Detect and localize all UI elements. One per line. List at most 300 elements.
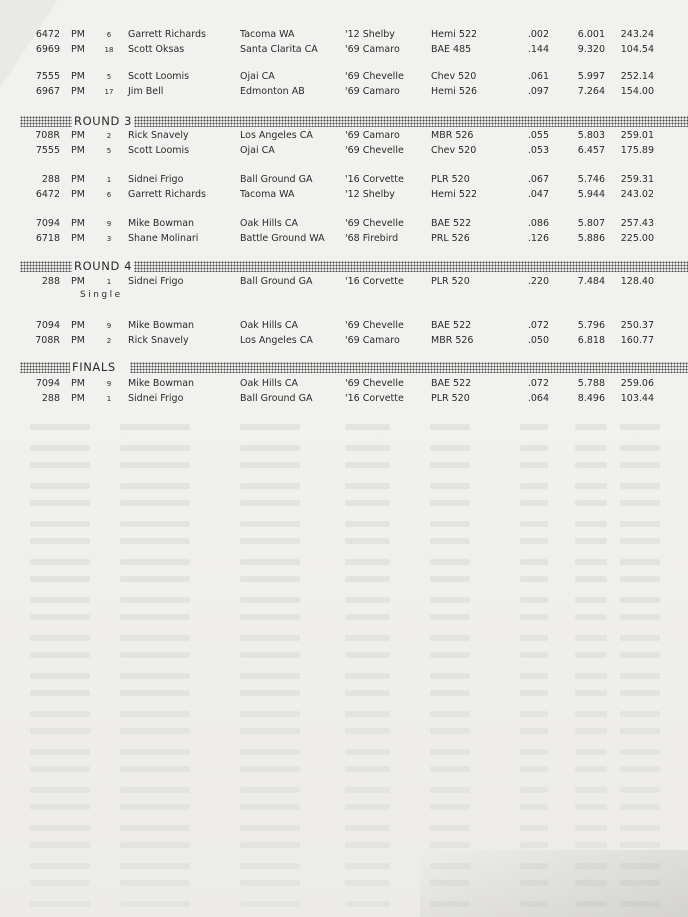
ghost-line [120, 635, 190, 641]
ghost-line [120, 673, 190, 679]
hometown: Ojai CA [240, 71, 275, 82]
ghost-line [30, 863, 90, 869]
speed: 259.31 [620, 174, 654, 185]
ghost-line [240, 424, 300, 430]
reaction-time: .144 [527, 44, 549, 55]
ghost-line [430, 728, 470, 734]
ghost-line [240, 901, 300, 907]
seed: 6 [106, 191, 112, 199]
ghost-line [240, 500, 300, 506]
ghost-line [345, 787, 390, 793]
elapsed-time: 6.818 [577, 335, 605, 346]
ghost-line [30, 690, 90, 696]
ghost-line [345, 673, 390, 679]
ghost-line [30, 749, 90, 755]
result-row [0, 44, 688, 59]
ghost-line [345, 863, 390, 869]
engine: Hemi 526 [431, 86, 478, 97]
engine: PLR 520 [431, 174, 470, 185]
ghost-line [520, 614, 548, 620]
ghost-line [575, 635, 607, 641]
ghost-line [120, 652, 190, 658]
ghost-line [620, 500, 660, 506]
ghost-line [120, 842, 190, 848]
car-model: '69 Chevelle [345, 145, 404, 156]
car-model: '16 Corvette [345, 393, 404, 404]
ghost-line [345, 635, 390, 641]
ghost-line [520, 766, 548, 772]
ghost-line [345, 559, 390, 565]
seed: 3 [106, 235, 112, 243]
ghost-line [575, 445, 607, 451]
ghost-line [620, 842, 660, 848]
ghost-line [30, 880, 90, 886]
car-model: '69 Chevelle [345, 71, 404, 82]
round4-title: ROUND 4 [74, 259, 133, 273]
hometown: Santa Clarita CA [240, 44, 318, 55]
ghost-line [575, 462, 607, 468]
driver-name: Garrett Richards [128, 29, 206, 40]
reaction-time: .055 [527, 130, 549, 141]
speed: 160.77 [620, 335, 654, 346]
elapsed-time: 7.484 [577, 276, 605, 287]
driver-name: Rick Snavely [128, 335, 189, 346]
car-model: '16 Corvette [345, 174, 404, 185]
car-number: 6967 [35, 86, 60, 97]
ghost-line [30, 787, 90, 793]
reaction-time: .002 [527, 29, 549, 40]
ghost-line [240, 825, 300, 831]
class: PM [71, 145, 85, 156]
seed: 1 [106, 395, 112, 403]
car-number: 708R [35, 335, 60, 346]
car-number: 6718 [35, 233, 60, 244]
ghost-line [30, 825, 90, 831]
ghost-line [240, 804, 300, 810]
ghost-line [120, 597, 190, 603]
elapsed-time: 5.803 [577, 130, 605, 141]
ghost-line [520, 711, 548, 717]
ghost-line [520, 424, 548, 430]
ghost-line [120, 880, 190, 886]
ghost-line [520, 787, 548, 793]
ghost-line [345, 462, 390, 468]
result-row [0, 174, 688, 189]
heading-dots-right [134, 116, 688, 127]
ghost-line [620, 711, 660, 717]
driver-name: Scott Oksas [128, 44, 185, 55]
ghost-line [575, 483, 607, 489]
ghost-line [345, 483, 390, 489]
ghost-line [620, 728, 660, 734]
seed: 9 [106, 322, 112, 330]
ghost-line [120, 825, 190, 831]
ghost-line [520, 728, 548, 734]
ghost-line [430, 597, 470, 603]
engine: MBR 526 [431, 130, 474, 141]
seed: 1 [106, 176, 112, 184]
ghost-line [520, 538, 548, 544]
seed: 5 [106, 147, 112, 155]
hometown: Ball Ground GA [240, 276, 313, 287]
ghost-line [120, 614, 190, 620]
driver-name: Sidnei Frigo [128, 174, 184, 185]
reaction-time: .053 [527, 145, 549, 156]
hometown: Ball Ground GA [240, 393, 313, 404]
car-number: 288 [41, 276, 60, 287]
ghost-line [345, 521, 390, 527]
car-number: 7555 [35, 145, 60, 156]
driver-name: Rick Snavely [128, 130, 189, 141]
ghost-line [575, 766, 607, 772]
reaction-time: .050 [527, 335, 549, 346]
reaction-time: .097 [527, 86, 549, 97]
engine: PRL 526 [431, 233, 470, 244]
ghost-line [620, 787, 660, 793]
elapsed-time: 6.457 [577, 145, 605, 156]
hometown: Tacoma WA [240, 189, 295, 200]
result-row [0, 233, 688, 248]
ghost-line [520, 576, 548, 582]
speed: 175.89 [620, 145, 654, 156]
ghost-line [620, 424, 660, 430]
ghost-line [345, 597, 390, 603]
engine: BAE 522 [431, 218, 472, 229]
result-row [0, 71, 688, 86]
ghost-line [620, 766, 660, 772]
ghost-line [430, 576, 470, 582]
ghost-line [240, 728, 300, 734]
ghost-line [30, 728, 90, 734]
class: PM [71, 320, 85, 331]
ghost-line [575, 673, 607, 679]
reaction-time: .072 [527, 378, 549, 389]
ghost-line [30, 597, 90, 603]
ghost-line [430, 804, 470, 810]
ghost-line [345, 749, 390, 755]
ghost-line [30, 673, 90, 679]
ghost-line [520, 635, 548, 641]
ghost-line [120, 690, 190, 696]
ghost-line [240, 863, 300, 869]
ghost-line [120, 521, 190, 527]
ghost-line [575, 804, 607, 810]
ghost-line [620, 825, 660, 831]
driver-name: Garrett Richards [128, 189, 206, 200]
ghost-line [240, 766, 300, 772]
ghost-line [345, 538, 390, 544]
ghost-line [575, 728, 607, 734]
ghost-line [430, 690, 470, 696]
ghost-line [620, 559, 660, 565]
ghost-line [575, 749, 607, 755]
result-row [0, 335, 688, 350]
engine: BAE 485 [431, 44, 472, 55]
ghost-line [575, 538, 607, 544]
speed: 104.54 [620, 44, 654, 55]
speed: 259.01 [620, 130, 654, 141]
engine: Hemi 522 [431, 29, 478, 40]
class: PM [71, 174, 85, 185]
result-row [0, 393, 688, 408]
heading-dots-left [20, 116, 72, 127]
ghost-line [575, 614, 607, 620]
driver-name: Sidnei Frigo [128, 276, 184, 287]
class: PM [71, 86, 85, 97]
ghost-line [240, 576, 300, 582]
engine: Chev 520 [431, 145, 477, 156]
driver-name: Mike Bowman [128, 218, 195, 229]
ghost-line [120, 804, 190, 810]
reaction-time: .064 [527, 393, 549, 404]
ghost-line [240, 462, 300, 468]
ghost-line [30, 576, 90, 582]
ghost-line [120, 559, 190, 565]
ghost-line [620, 673, 660, 679]
heading-dots-left [20, 362, 70, 373]
ghost-line [240, 559, 300, 565]
ghost-line [240, 711, 300, 717]
heading-dots-right [130, 362, 688, 373]
car-number: 288 [41, 174, 60, 185]
hometown: Los Angeles CA [240, 130, 313, 141]
round4-heading [20, 258, 688, 274]
class: PM [71, 393, 85, 404]
seed: 9 [106, 220, 112, 228]
ghost-line [345, 842, 390, 848]
driver-name: Mike Bowman [128, 320, 195, 331]
ghost-line [240, 521, 300, 527]
car-model: '68 Firebird [345, 233, 399, 244]
ghost-line [120, 483, 190, 489]
ghost-line [120, 462, 190, 468]
ghost-line [345, 576, 390, 582]
car-model: '69 Camaro [345, 44, 400, 55]
ghost-line [620, 690, 660, 696]
car-number: 6472 [35, 29, 60, 40]
speed: 243.24 [620, 29, 654, 40]
hometown: Tacoma WA [240, 29, 295, 40]
ghost-line [120, 728, 190, 734]
ghost-line [120, 576, 190, 582]
ghost-line [30, 901, 90, 907]
ghost-line [30, 538, 90, 544]
hometown: Ball Ground GA [240, 174, 313, 185]
seed: 1 [106, 278, 112, 286]
ghost-line [240, 749, 300, 755]
ghost-line [345, 766, 390, 772]
ghost-line [120, 445, 190, 451]
class: PM [71, 130, 85, 141]
car-number: 7094 [35, 320, 60, 331]
ghost-line [620, 804, 660, 810]
ghost-line [520, 749, 548, 755]
ghost-line [620, 597, 660, 603]
hometown: Ojai CA [240, 145, 275, 156]
class: PM [71, 378, 85, 389]
hometown: Oak Hills CA [240, 378, 298, 389]
ghost-line [520, 673, 548, 679]
result-row [0, 378, 688, 393]
engine: Chev 520 [431, 71, 477, 82]
ghost-line [430, 711, 470, 717]
finals-heading [20, 359, 688, 375]
ghost-line [430, 538, 470, 544]
speed: 250.37 [620, 320, 654, 331]
driver-name: Scott Loomis [128, 145, 190, 156]
ghost-line [240, 787, 300, 793]
ghost-line [345, 424, 390, 430]
class: PM [71, 29, 85, 40]
ghost-line [575, 825, 607, 831]
ghost-line [120, 787, 190, 793]
speed: 243.02 [620, 189, 654, 200]
reaction-time: .086 [527, 218, 549, 229]
ghost-line [240, 483, 300, 489]
ghost-line [240, 635, 300, 641]
ghost-line [620, 462, 660, 468]
ghost-line [520, 597, 548, 603]
heading-dots-left [20, 261, 72, 272]
result-row [0, 145, 688, 160]
engine: PLR 520 [431, 276, 470, 287]
ghost-line [240, 673, 300, 679]
hometown: Oak Hills CA [240, 218, 298, 229]
ghost-line [240, 614, 300, 620]
ghost-line [30, 483, 90, 489]
car-number: 6472 [35, 189, 60, 200]
ghost-line [575, 424, 607, 430]
engine: BAE 522 [431, 320, 472, 331]
seed: 17 [104, 88, 114, 96]
ghost-line [345, 825, 390, 831]
car-number: 6969 [35, 44, 60, 55]
ghost-line [30, 500, 90, 506]
result-row [0, 29, 688, 44]
elapsed-time: 5.746 [577, 174, 605, 185]
ghost-line [430, 825, 470, 831]
ghost-line [240, 597, 300, 603]
engine: Hemi 522 [431, 189, 478, 200]
elapsed-time: 6.001 [577, 29, 605, 40]
ghost-line [620, 576, 660, 582]
car-number: 7094 [35, 218, 60, 229]
ghost-line [620, 521, 660, 527]
ghost-line [30, 445, 90, 451]
ghost-line [240, 842, 300, 848]
ghost-line [575, 652, 607, 658]
ghost-line [240, 690, 300, 696]
engine: MBR 526 [431, 335, 474, 346]
ghost-line [30, 424, 90, 430]
speed: 103.44 [620, 393, 654, 404]
ghost-line [520, 521, 548, 527]
page-shadow [420, 850, 688, 917]
heading-dots-right [134, 261, 688, 272]
ghost-line [520, 445, 548, 451]
ghost-line [430, 842, 470, 848]
car-model: '12 Shelby [345, 189, 395, 200]
ghost-line [430, 483, 470, 489]
round3-title: ROUND 3 [74, 114, 133, 128]
single-label: Single [80, 290, 123, 300]
ghost-line [430, 635, 470, 641]
ghost-line [430, 652, 470, 658]
ghost-line [575, 711, 607, 717]
ghost-line [620, 749, 660, 755]
ghost-line [30, 842, 90, 848]
ghost-line [120, 901, 190, 907]
ghost-line [30, 521, 90, 527]
car-number: 708R [35, 130, 60, 141]
class: PM [71, 276, 85, 287]
ghost-line [620, 614, 660, 620]
reaction-time: .126 [527, 233, 549, 244]
ghost-line [520, 652, 548, 658]
ghost-line [345, 711, 390, 717]
class: PM [71, 44, 85, 55]
ghost-line [30, 652, 90, 658]
ghost-line [30, 559, 90, 565]
result-row [0, 86, 688, 101]
elapsed-time: 5.944 [577, 189, 605, 200]
class: PM [71, 218, 85, 229]
ghost-line [120, 424, 190, 430]
ghost-line [520, 559, 548, 565]
ghost-line [620, 652, 660, 658]
seed: 18 [104, 46, 114, 54]
ghost-line [620, 635, 660, 641]
seed: 2 [106, 132, 112, 140]
ghost-line [430, 559, 470, 565]
car-model: '69 Chevelle [345, 218, 404, 229]
elapsed-time: 5.796 [577, 320, 605, 331]
ghost-line [520, 462, 548, 468]
driver-name: Jim Bell [128, 86, 164, 97]
ghost-line [345, 500, 390, 506]
ghost-line [345, 880, 390, 886]
car-number: 7094 [35, 378, 60, 389]
ghost-line [120, 538, 190, 544]
ghost-line [620, 483, 660, 489]
ghost-line [430, 766, 470, 772]
ghost-line [30, 711, 90, 717]
reaction-time: .072 [527, 320, 549, 331]
result-row [0, 276, 688, 291]
class: PM [71, 71, 85, 82]
engine: PLR 520 [431, 393, 470, 404]
ghost-line [430, 614, 470, 620]
ghost-line [240, 652, 300, 658]
ghost-line [345, 901, 390, 907]
car-number: 7555 [35, 71, 60, 82]
hometown: Battle Ground WA [240, 233, 325, 244]
driver-name: Scott Loomis [128, 71, 190, 82]
ghost-line [430, 462, 470, 468]
car-model: '69 Camaro [345, 335, 400, 346]
ghost-line [430, 424, 470, 430]
elapsed-time: 9.320 [577, 44, 605, 55]
ghost-line [575, 576, 607, 582]
driver-name: Shane Molinari [128, 233, 199, 244]
ghost-line [120, 500, 190, 506]
ghost-line [345, 690, 390, 696]
class: PM [71, 233, 85, 244]
ghost-line [30, 766, 90, 772]
elapsed-time: 5.788 [577, 378, 605, 389]
car-model: '16 Corvette [345, 276, 404, 287]
seed: 5 [106, 73, 112, 81]
